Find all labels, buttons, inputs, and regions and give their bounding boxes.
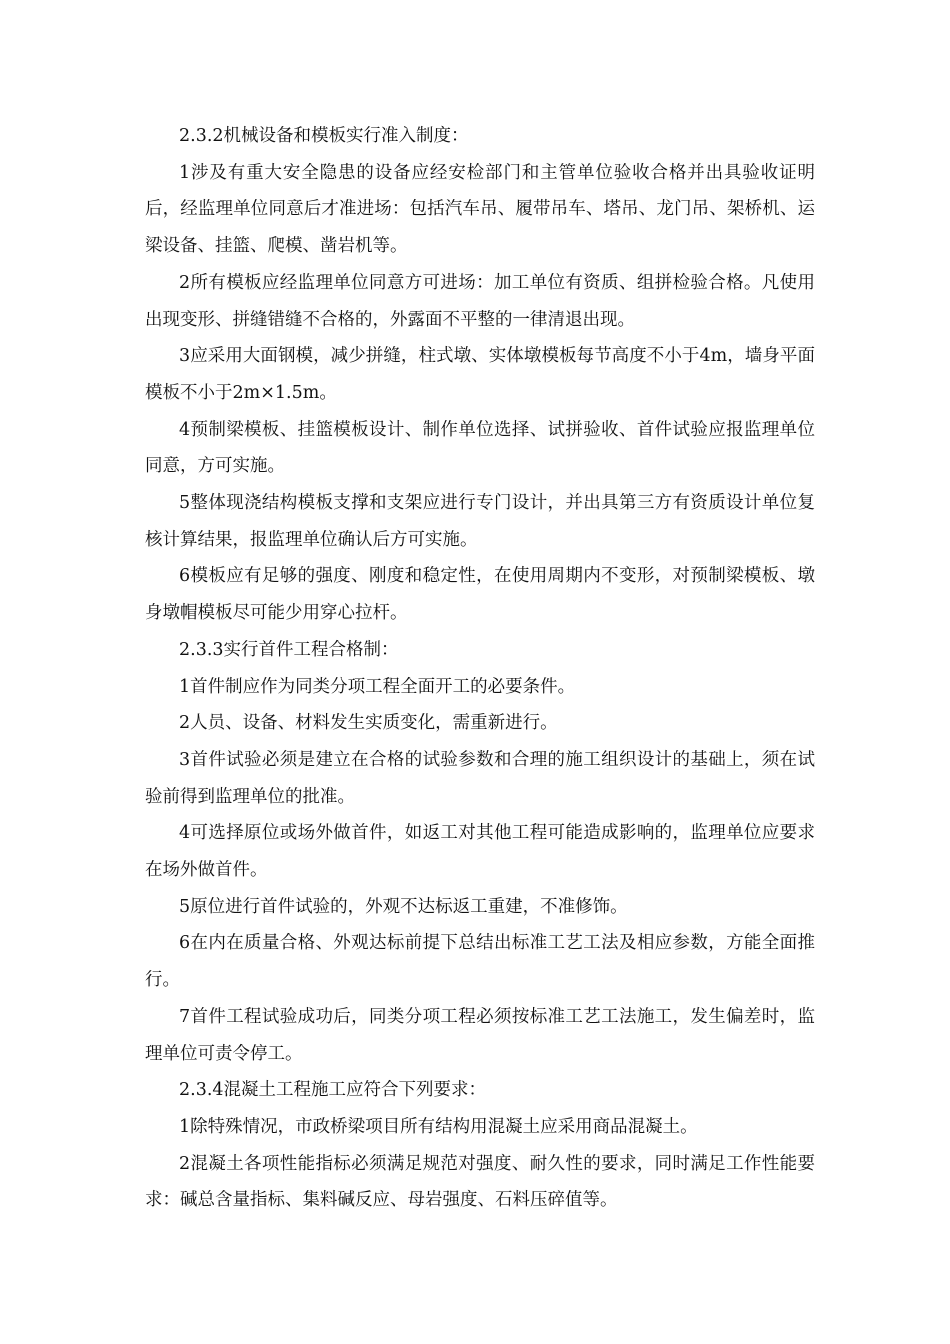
paragraph-item-2: 2混凝土各项性能指标必须满足规范对强度、耐久性的要求，同时满足工作性能要求：碱总含量指标、集料碱反应、母岩强度、石料压碎值等。 [145,1153,815,1211]
paragraph-item-6: 6模板应有足够的强度、刚度和稳定性，在使用周期内不变形，对预制梁模板、墩身墩帽模板尽可能少用穿心拉杆。 [145,566,815,624]
paragraph-item-1: 1除特殊情况，市政桥梁项目所有结构用混凝土应采用商品混凝土。 [179,1116,698,1137]
paragraph-item-3: 3应采用大面钢模，减少拼缝，柱式墩、实体墩模板每节高度不小于4m，墙身平面模板不小于2m×1.5m。 [145,346,815,403]
paragraph-item-2: 2人员、设备、材料发生实质变化，需重新进行。 [179,713,558,734]
section-heading-2-3-3: 2.3.3实行首件工程合格制： [179,639,399,660]
paragraph-item-5: 5原位进行首件试验的，外观不达标返工重建，不准修饰。 [179,896,628,917]
paragraph-item-1: 1首件制应作为同类分项工程全面开工的必要条件。 [179,676,576,697]
paragraph-item-3: 3首件试验必须是建立在合格的试验参数和合理的施工组织设计的基础上，须在试验前得到监理单位的批准。 [145,749,815,807]
paragraph-item-1: 1涉及有重大安全隐患的设备应经安检部门和主管单位验收合格并出具验收证明后，经监理单位同意后才准进场：包括汽车吊、履带吊车、塔吊、龙门吊、架桥机、运梁设备、挂篮、爬模、凿岩机等。 [145,162,815,257]
paragraph-item-4: 4预制梁模板、挂篮模板设计、制作单位选择、试拼验收、首件试验应报监理单位同意，方可实施。 [145,419,815,477]
document-body [145,118,815,1219]
paragraph-item-6: 6在内在质量合格、外观达标前提下总结出标准工艺工法及相应参数，方能全面推行。 [145,933,815,991]
section-heading-2-3-2: 2.3.2机械设备和模板实行准入制度： [179,126,469,146]
paragraph-item-5: 5整体现浇结构模板支撑和支架应进行专门设计，并出具第三方有资质设计单位复核计算结果，报监理单位确认后方可实施。 [145,493,815,550]
paragraph-item-2: 2所有模板应经监理单位同意方可进场：加工单位有资质、组拼检验合格。凡使用出现变形、拼缝错缝不合格的，外露面不平整的一律清退出现。 [145,272,815,330]
paragraph-item-7: 7首件工程试验成功后，同类分项工程必须按标准工艺工法施工，发生偏差时，监理单位可责令停工。 [145,1006,815,1064]
section-heading-2-3-4: 2.3.4混凝土工程施工应符合下列要求： [179,1080,487,1101]
paragraph-item-4: 4可选择原位或场外做首件，如返工对其他工程可能造成影响的，监理单位应要求在场外做首件。 [145,823,815,881]
